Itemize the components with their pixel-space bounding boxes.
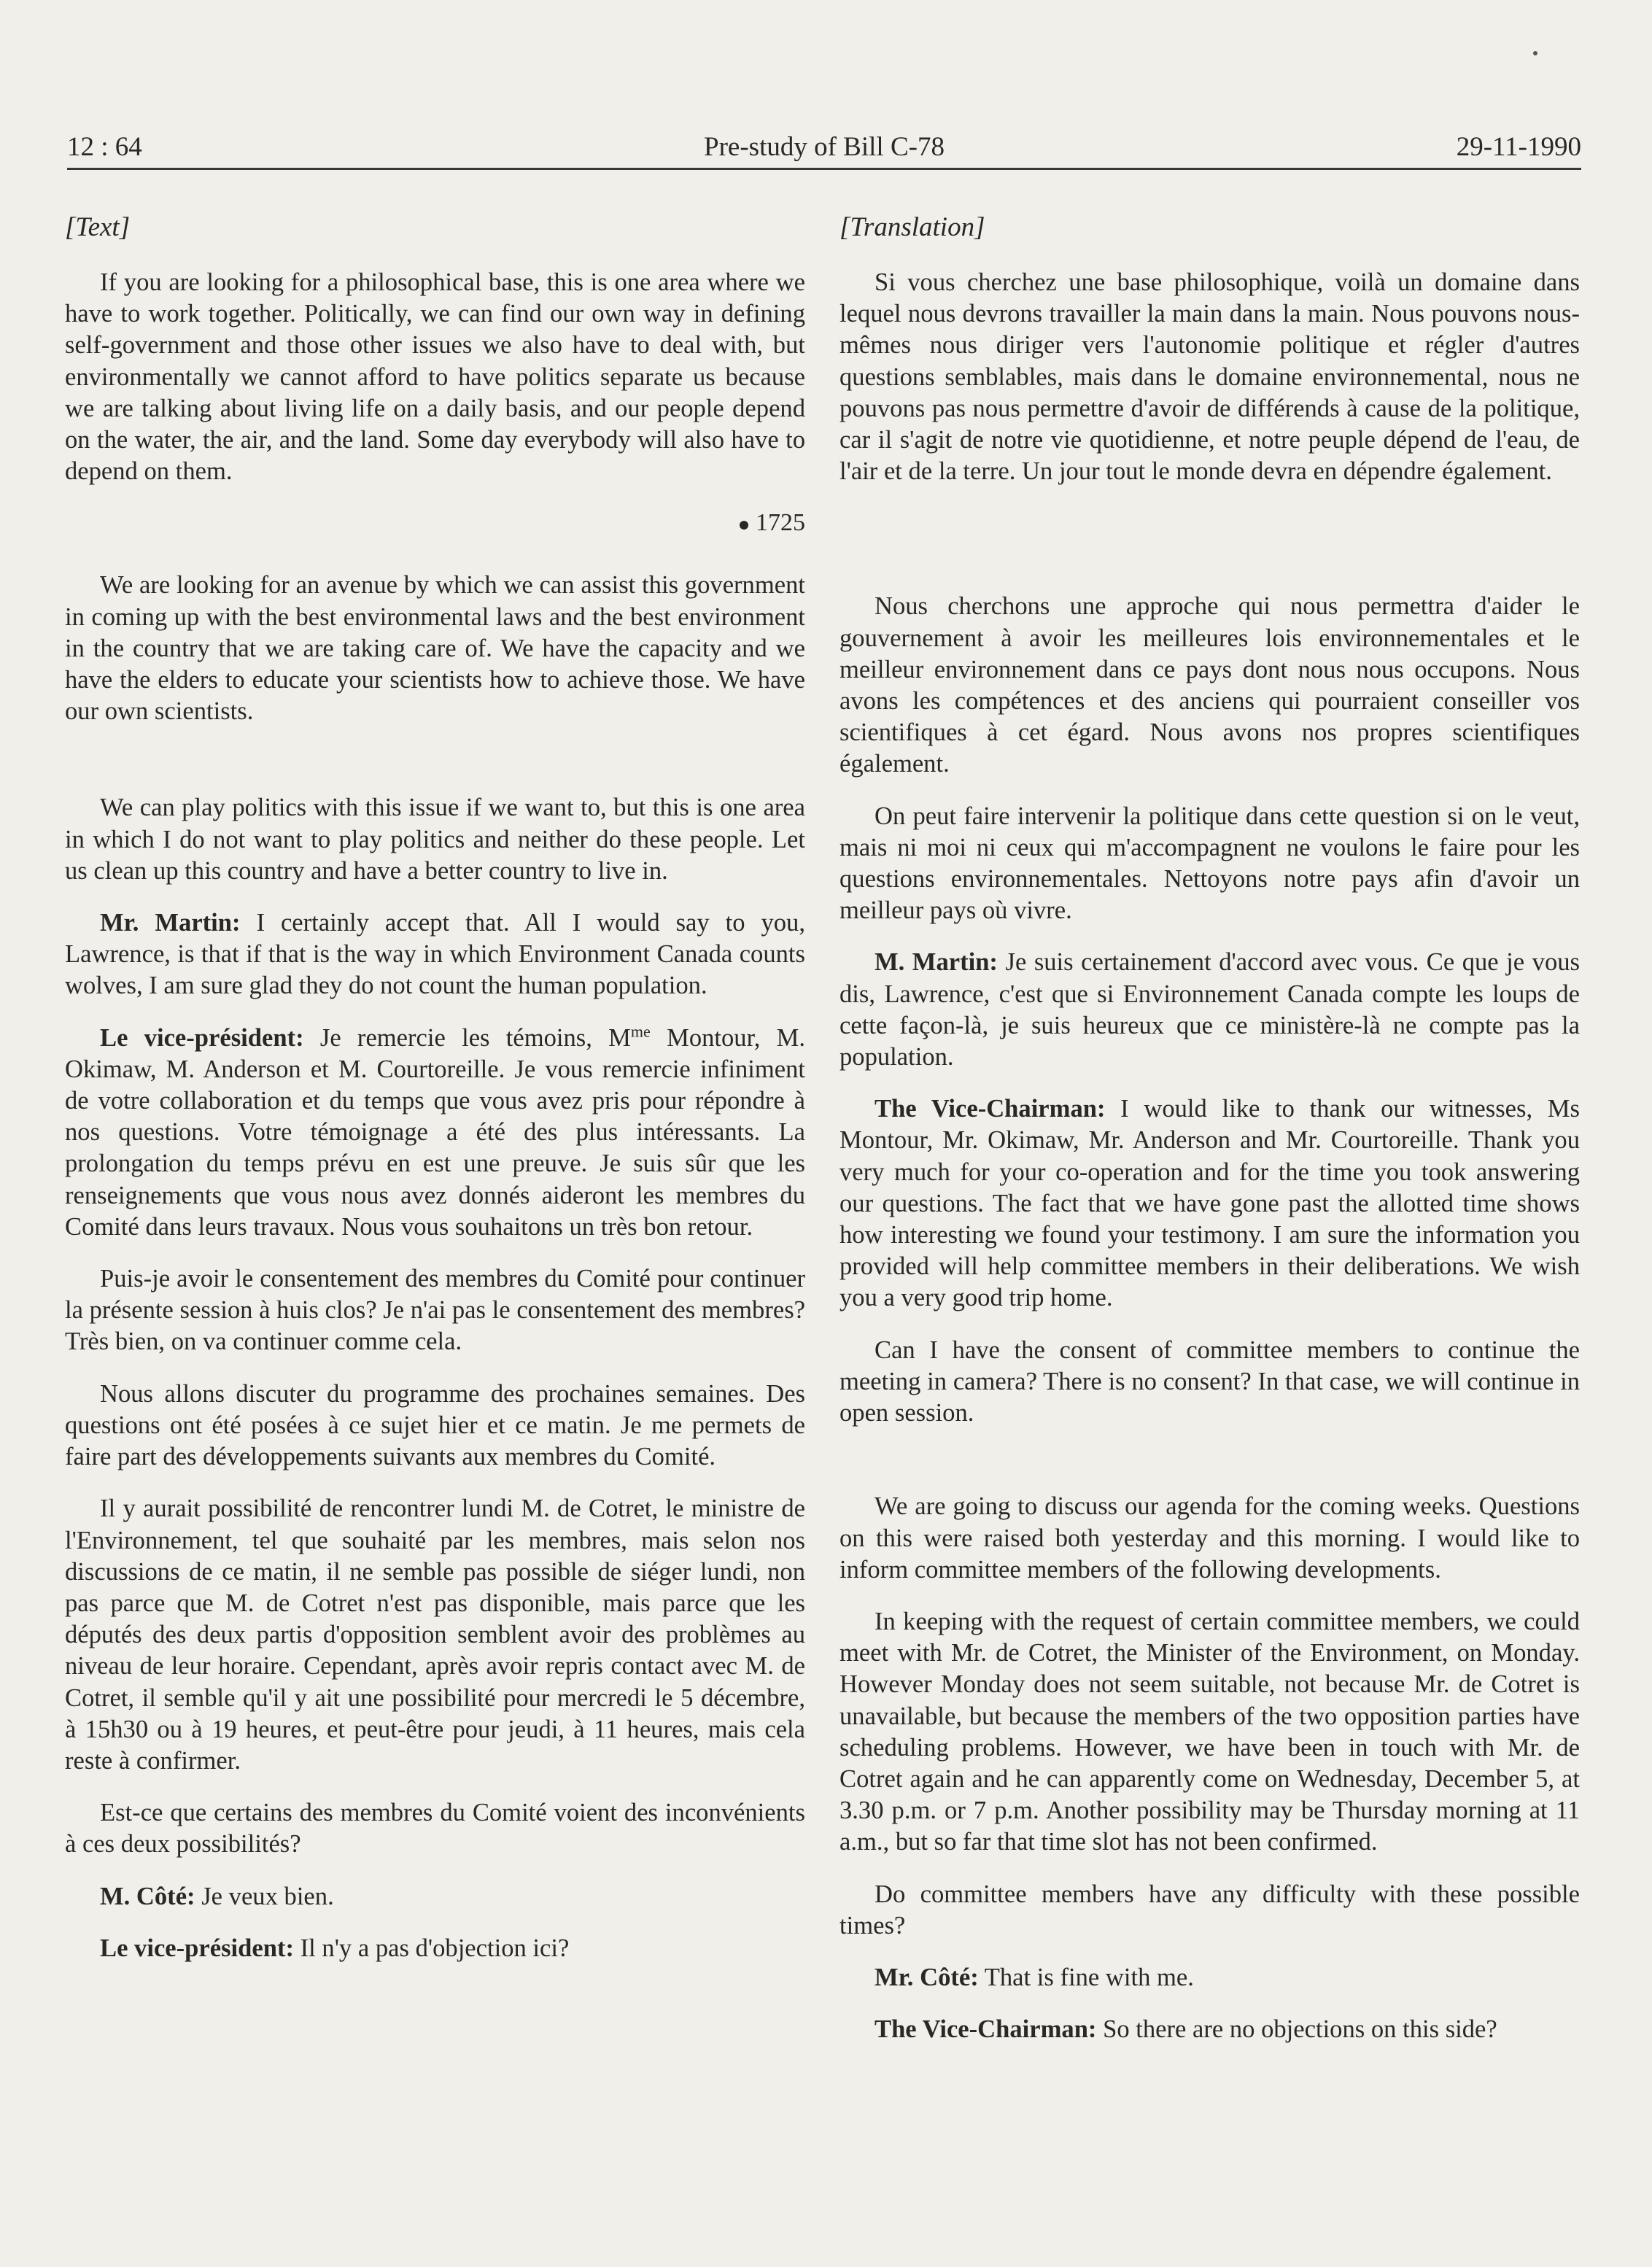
paragraph: On peut faire intervenir la politique dans cette question si on le veut, mais ni moi ni ceux qui m'accompagnent ne voulons le faire pour les questions environnementales. Nettoyons notre pays afin d'avoir un meilleur pays où vivre. — [839, 802, 1580, 925]
header-page-number: 12 : 64 — [67, 132, 142, 162]
speaker-paragraph — [65, 907, 805, 1002]
speaker-paragraph — [839, 1962, 1580, 1993]
paragraph: Nous cherchons une approche qui nous permettra d'aider le gouvernement à avoir les meilleures lois environnementales et le meilleur environnement dans ce pays dont nous nous occupons. Nous avons les compétences et des anciens qui pourraient conseiller vos scientifiques à cet égard. Nous avons nos propres scientifiques également. — [839, 592, 1580, 778]
speech-text: Je suis certainement d'accord avec vous. Ce que je vous dis, Lawrence, c'est que si Environnement Canada compte les loups de cette façon-là, je suis heureux que ce ministère-là ne compte pas la population. — [839, 948, 1580, 1072]
speaker-paragraph — [839, 2014, 1580, 2045]
paragraph: Do committee members have any difficulty with these possible times? — [839, 1880, 1580, 1939]
paragraph: We can play politics with this issue if we want to, but this is one area in which I do not want to play politics and neither do these people. Let us clean up this country and have a better country to live in. — [65, 794, 805, 885]
speech-text: Montour, M. Okimaw, M. Anderson et M. Courtoreille. Je vous remercie infiniment de votre collaboration et du temps que vous avez pris pour répondre à nos questions. Votre témoignage a été des plus intéressants. La prolongation du temps prévu en est une preuve. Je suis sûr que les renseignements que vous nous avez donnés aideront les membres du Comité dans leurs travaux. Nous vous souhaitons un très bon retour. — [65, 1023, 805, 1241]
speech-text: Il n'y a pas d'objection ici? — [294, 1934, 570, 1962]
right-column — [839, 212, 1580, 2045]
speech-text: So there are no objections on this side? — [1096, 2015, 1497, 2044]
speech-text: Je veux bien. — [195, 1882, 334, 1910]
bullet-icon — [740, 521, 748, 530]
paragraph: Il y aurait possibilité de rencontrer lundi M. de Cotret, le ministre de l'Environnement, tel que souhaité par les membres, mais selon nos discussions de ce matin, il ne semble pas possible de siéger lundi, non pas parce que M. de Cotret n'est pas disponible, mais parce que les députés des deux partis d'opposition semblent avoir des problèmes au niveau de leur horaire. Cependant, après avoir repris contact avec M. de Cotret, il semble qu'il y ait une possibilité pour mercredi le 5 décembre, à 15h30 ou à 19 heures, et peut-être pour jeudi, à 11 heures, mais cela reste à confirmer. — [65, 1495, 805, 1775]
speaker-name: The Vice-Chairman: — [875, 1095, 1106, 1123]
left-column — [65, 212, 805, 1964]
speech-text: I would like to thank our witnesses, Ms Montour, Mr. Okimaw, Mr. Anderson and Mr. Courtoreille. Thank you very much for your co-operation and for the time you took answering our questions. The fact that we have gone past the allotted time shows how interesting we found your testimony. I am sure the information you provided will help committee members in their deliberations. We wish you a very good trip home. — [839, 1095, 1580, 1312]
speaker-paragraph — [839, 1093, 1580, 1314]
speaker-paragraph — [65, 1881, 805, 1913]
paragraph: Puis-je avoir le consentement des membres du Comité pour continuer la présente session à huis clos? Je n'ai pas le consentement des membres? Très bien, on va continuer comme cela. — [65, 1265, 805, 1356]
speaker-name: Mr. Martin: — [100, 909, 241, 937]
speaker-name: M. Martin: — [875, 948, 998, 977]
speaker-name: M. Côté: — [100, 1882, 195, 1910]
time-marker-label: 1725 — [756, 509, 805, 537]
translation-label: [Translation] — [839, 212, 985, 242]
header-title: Pre-study of Bill C-78 — [704, 132, 945, 162]
speaker-paragraph — [65, 1023, 805, 1243]
paragraph: Can I have the consent of committee members to continue the meeting in camera? There is no consent? In that case, we will continue in open session. — [839, 1336, 1580, 1427]
speaker-paragraph — [65, 1933, 805, 1964]
paragraph: Nous allons discuter du programme des prochaines semaines. Des questions ont été posées à ce sujet hier et ce matin. Je me permets de faire part des développements suivants aux membres du Comité. — [65, 1379, 805, 1471]
paper-speck — [1533, 51, 1537, 55]
speaker-paragraph — [839, 947, 1580, 1073]
speech-text: Je remercie les témoins, M — [303, 1023, 631, 1052]
speaker-name: Mr. Côté: — [875, 1963, 979, 1991]
running-header — [67, 125, 1581, 170]
paragraph: We are looking for an avenue by which we can assist this government in coming up with the best environmental laws and the best environment in the country that we are taking care of. We have the capacity and we have the elders to educate your scientists how to achieve those. We have our own scientists. — [65, 571, 805, 726]
speaker-name: The Vice-Chairman: — [875, 2015, 1097, 2044]
title-superscript: me — [630, 1022, 651, 1041]
paragraph: We are going to discuss our agenda for the coming weeks. Questions on this were raised both yesterday and this morning. I would like to inform committee members of the following developments. — [839, 1492, 1580, 1584]
speech-text: That is fine with me. — [978, 1963, 1194, 1991]
paragraph: If you are looking for a philosophical base, this is one area where we have to work together. Politically, we can find our own way in defining self-government and those other issues we also have to deal with, but environmentally we cannot afford to have politics separate us because we are talking about living life on a daily basis, and our people depend on the water, the air, and the land. Some day everybody will also have to depend on them. — [65, 268, 805, 486]
speaker-name: Le vice-président: — [100, 1023, 304, 1052]
paragraph: In keeping with the request of certain committee members, we could meet with Mr. de Cotret, the Minister of the Environment, on Monday. However Monday does not seem suitable, not because Mr. de Cotret is unavailable, but because the members of the two opposition parties have scheduling problems. However, we have been in touch with Mr. de Cotret again and he can apparently come on Wednesday, December 5, at 3.30 p.m. or 7 p.m. Another possibility may be Thursday morning at 11 a.m., but so far that time slot has not been confirmed. — [839, 1607, 1580, 1856]
speaker-name: Le vice-président: — [100, 1934, 294, 1962]
time-marker — [65, 509, 805, 540]
header-date: 29-11-1990 — [1456, 132, 1581, 162]
speech-text: I certainly accept that. All I would say to you, Lawrence, is that if that is the way in which Environment Canada counts wolves, I am sure glad they do not count the human population. — [65, 909, 805, 1000]
paragraph: Si vous cherchez une base philosophique, voilà un domaine dans lequel nous devrons travailler la main dans la main. Nous pouvons nous-mêmes nous diriger vers l'autonomie politique et régler d'autres questions semblables, mais dans le domaine environnemental, nous ne pouvons pas nous permettre d'avoir de différends à cause de la politique, car il s'agit de notre vie quotidienne, et notre peuple dépend de l'eau, de l'air et de la terre. Un jour tout le monde devra en dépendre également. — [839, 268, 1580, 486]
paragraph: Est-ce que certains des membres du Comité voient des inconvénients à ces deux possibilités? — [65, 1799, 805, 1859]
text-label: [Text] — [65, 212, 131, 242]
